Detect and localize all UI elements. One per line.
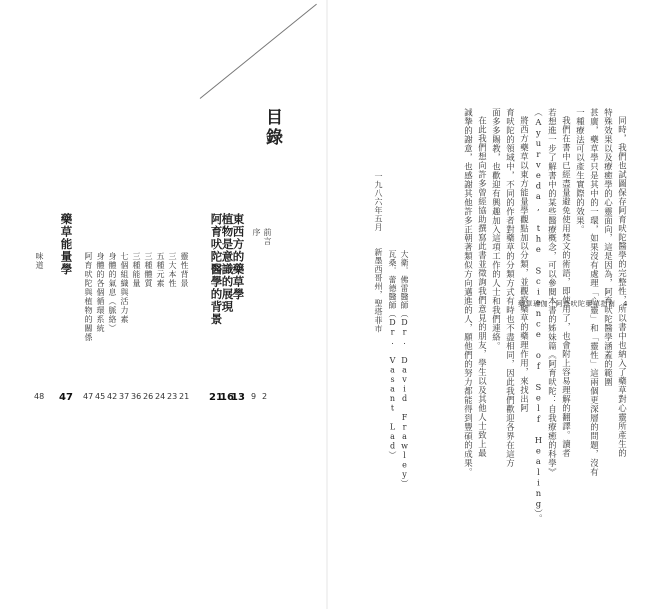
toc-entry-page: 36 [131, 392, 142, 401]
toc-entry-page: 45 [95, 392, 106, 401]
running-header: 藥草瑜伽：阿育吠陀藥草指南 4 [518, 300, 628, 308]
preface-column: 特殊效果以及療癒學的心靈面向，這是因為，阿育吠陀醫學涵蓋的範圍 [603, 108, 614, 387]
preface-column: 我們在書中已經盡量避免使用梵文的術語，即使用了，也會附上容易理解的翻譯。讀者 [561, 116, 572, 458]
toc-entry-page: 37 [119, 392, 130, 401]
toc-entry-label: 藥草能量學 [59, 213, 74, 276]
signature-frawley: 大衛．佛雷醫師（Dr. David Frawley） [400, 250, 409, 488]
preface-column: 同時，我們也試圖保存阿育吠陀醫學的完整性，所以書中也納入了藥草對心靈所產生的 [617, 116, 628, 458]
toc-entry-page: 47 [59, 392, 73, 403]
toc-entry-label: 三大本性 [168, 252, 177, 288]
preface-column: 面多多賜教，也歡迎有興趣加入這項工作的人士和我們連絡。 [491, 108, 502, 351]
decorative-diagonal-line [200, 4, 317, 99]
toc-entry-label: 身體的各個循環系統 [96, 252, 105, 333]
toc-entry-page: 16 [220, 392, 234, 403]
toc-entry-label: 阿育吠陀與植物的關係 [84, 252, 93, 342]
preface-column: 在此我們想向許多曾經協助撰寫此書並徵詢我們意見的朋友，學生以及其他人士致上最 [477, 116, 488, 458]
toc-entry-label: 東西方的藥草學 [231, 213, 246, 301]
preface-column: 甚廣，藥草學只是其中的一環，如果沒有處理「心靈」和「靈性」這兩個更深層的問題，沒有 [589, 108, 600, 477]
preface-column: （Ayurveda, the Science of Self Healing）。 [533, 108, 544, 523]
toc-entry-label: 植物是意識的展現 [220, 213, 235, 313]
toc-page [0, 0, 327, 609]
preface-column: 將西方藥草以東方能量學觀點加以分類，並觀察藥草的藥理作用，來找出阿 [519, 116, 530, 413]
preface-column: 育吠陀的領域中，不同的作者對藥草的分類方式有時也不盡相同，因此我們歡迎各界在這方 [505, 108, 516, 468]
toc-entry-page: 42 [107, 392, 118, 401]
toc-entry-page: 26 [143, 392, 154, 401]
toc-entry-page: 23 [167, 392, 178, 401]
toc-entry-label: 身體的氣息（脈絡） [108, 252, 117, 333]
toc-entry-page: 13 [231, 392, 245, 403]
toc-entry-label: 三種體質 [144, 252, 153, 288]
toc-entry-page: 47 [83, 392, 94, 401]
toc-entry-label: 七個組織與活力素 [120, 252, 129, 324]
toc-entry-page: 2 [262, 392, 268, 401]
preface-column: 若想進一步了解書中的某些醫療概念，可以參閱本書的姊妹篇《阿育吠陀：自我療癒的科學》 [547, 108, 558, 477]
toc-entry-page: 24 [155, 392, 166, 401]
toc-entry-label: 前言 [263, 228, 272, 246]
toc-entry-page: 9 [251, 392, 257, 401]
toc-entry-label: 序 [252, 228, 261, 237]
toc-entry-label: 五種元素 [156, 252, 165, 288]
toc-entry-page: 48 [34, 392, 45, 401]
preface-column: 誠摯的謝意，也感謝其他許多正朝著類似方向邁進的人，願他們的努力都能得到豐碩的成果。 [463, 108, 474, 477]
toc-entry-page: 21 [179, 392, 190, 401]
toc-entry-label: 味道 [35, 252, 44, 270]
toc-entry-page: 21 [209, 392, 223, 403]
preface-page [328, 0, 655, 609]
preface-location: 新墨西哥州，聖塔菲市 [374, 248, 383, 333]
signature-lad: 瓦桑．蕾德醫師（Dr. Vasant Lad） [388, 250, 397, 460]
preface-column: 一種療法可以產生實際的效果。 [575, 108, 586, 234]
toc-title: 目錄 [262, 108, 282, 148]
preface-date: 一九八六年五月 [374, 172, 383, 232]
toc-entry-label: 靈性背景 [180, 252, 189, 288]
toc-entry-label: 三種能量 [132, 252, 141, 288]
toc-entry-label: 阿育吠陀醫學的背景 [209, 213, 224, 326]
